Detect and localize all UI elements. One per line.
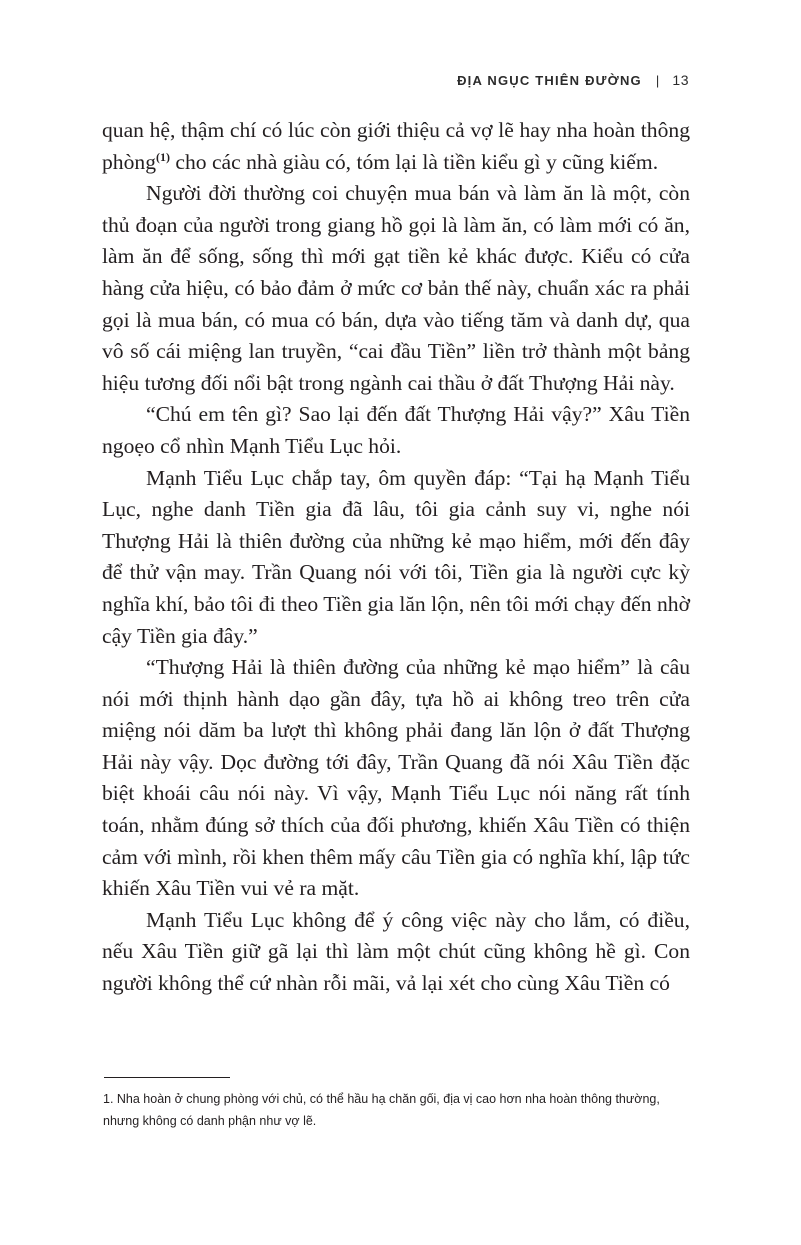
paragraph-1 (102, 115, 690, 178)
book-title: ĐỊA NGỤC THIÊN ĐƯỜNG (457, 73, 642, 88)
paragraph-1-text-a: quan hệ, thậm chí có lúc còn giới thiệu cả vợ lẽ hay nha hoàn thông phòng (102, 118, 690, 174)
footnote-reference: (1) (155, 149, 170, 164)
paragraph-5: “Thượng Hải là thiên đường của những kẻ mạo hiểm” là câu nói mới thịnh hành dạo gần đây, tựa hồ ai không treo trên cửa miệng nói dăm ba lượt thì không phải đang lăn lộn ở đất Thượng Hải này vậy. Dọc đường tới đây, Trần Quang đã nói Xâu Tiền đặc biệt khoái câu nói này. Vì vậy, Mạnh Tiểu Lục nói năng rất tính toán, nhằm đúng sở thích của đối phương, khiến Xâu Tiền có thiện cảm với mình, rồi khen thêm mấy câu Tiền gia có nghĩa khí, lập tức khiến Xâu Tiền vui vẻ ra mặt. (102, 655, 690, 901)
paragraph-4: Mạnh Tiểu Lục chắp tay, ôm quyền đáp: “Tại hạ Mạnh Tiểu Lục, nghe danh Tiền gia đã lâu, tôi gia cảnh suy vi, nghe nói Thượng Hải là thiên đường của những kẻ mạo hiểm, mới đến đây để thử vận may. Trần Quang nói với tôi, Tiền gia là người cực kỳ nghĩa khí, bảo tôi đi theo Tiền gia lăn lộn, nên tôi mới chạy đến nhờ cậy Tiền gia đây.” (102, 465, 690, 648)
running-header (457, 72, 689, 88)
header-separator: | (655, 73, 661, 88)
page-number: 13 (672, 72, 689, 88)
footnote-divider (104, 1077, 230, 1078)
body-text (102, 115, 690, 1000)
paragraph-3: “Chú em tên gì? Sao lại đến đất Thượng Hải vậy?” Xâu Tiền ngoẹo cổ nhìn Mạnh Tiểu Lục hỏi. (102, 402, 690, 458)
footnote: 1. Nha hoàn ở chung phòng với chủ, có thể hầu hạ chăn gối, địa vị cao hơn nha hoàn thông thường, nhưng không có danh phận như vợ lẽ. (103, 1092, 660, 1128)
paragraph-2: Người đời thường coi chuyện mua bán và làm ăn là một, còn thủ đoạn của người trong giang hồ gọi là làm ăn, có làm mới có ăn, làm ăn để sống, sống thì mới gạt tiền kẻ khác được. Kiểu có cửa hàng cửa hiệu, có bảo đảm ở mức cơ bản thế này, chuẩn xác ra phải gọi là mua bán, có mua có bán, dựa vào tiếng tăm và danh dự, qua vô số cái miệng lan truyền, “cai đầu Tiền” liền trở thành một bảng hiệu tương đối nổi bật trong ngành cai thầu ở đất Thượng Hải này. (102, 181, 690, 395)
paragraph-6: Mạnh Tiểu Lục không để ý công việc này cho lắm, có điều, nếu Xâu Tiền giữ gã lại thì làm một chút cũng không hề gì. Con người không thể cứ nhàn rỗi mãi, vả lại xét cho cùng Xâu Tiền có (102, 907, 690, 996)
paragraph-1-text-b: cho các nhà giàu có, tóm lại là tiền kiểu gì y cũng kiếm. (169, 149, 659, 174)
